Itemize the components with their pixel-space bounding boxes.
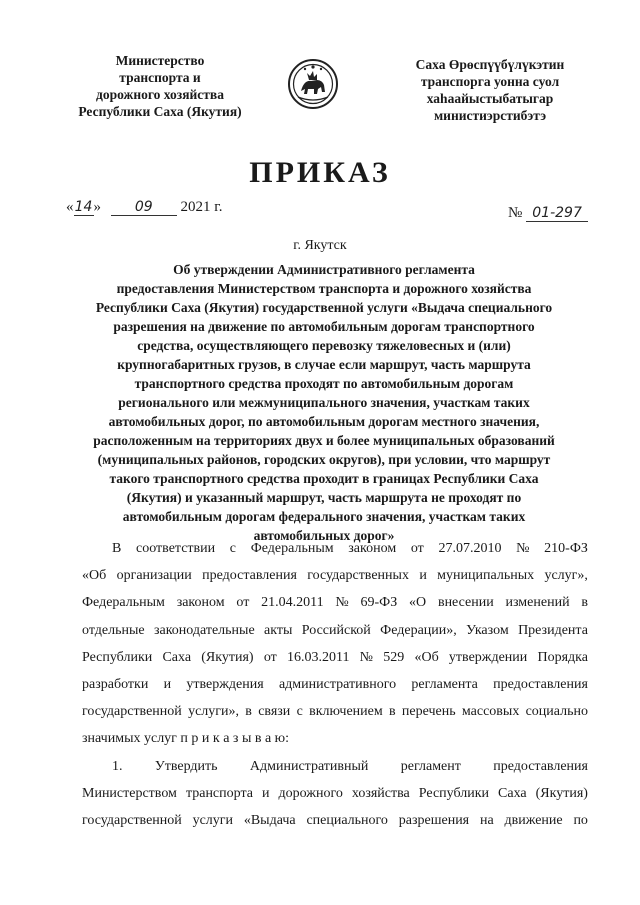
date-year: 2021 г.: [180, 199, 223, 215]
subject-line: разрешения на движение по автомобильным дорогам транспортного: [113, 319, 535, 334]
body-word: значимых услуг п р и к а з ы в а ю:: [82, 731, 290, 747]
body-line: [82, 753, 588, 780]
subject-line: такого транспортного средства проходит в границах Республики Саха: [109, 471, 539, 486]
body-word: 21.04.2011: [261, 595, 324, 611]
body-line: [82, 535, 588, 562]
body-word: по: [573, 813, 588, 829]
body-word: в: [245, 704, 252, 720]
body-word: государственной: [82, 704, 182, 720]
body-word: (Якутия): [535, 785, 588, 801]
subject-line: расположенным на территориях двух и более муниципальных образований: [93, 433, 555, 448]
body-word: с: [296, 704, 303, 720]
header-left-line: Республики Саха (Якутия): [78, 104, 242, 119]
header-left-line: транспорта и: [119, 70, 201, 85]
date-month: 09: [111, 199, 177, 216]
body-word: движение: [504, 813, 563, 829]
header-left-line: Министерство: [115, 53, 205, 68]
subject-line: Республики Саха (Якутия) государственной услуги «Выдача специального: [95, 300, 553, 315]
order-body-text: [82, 535, 588, 834]
subject-line: средства, осуществляющего перевозку тяжеловесных и (или): [137, 338, 511, 353]
body-word: от: [410, 541, 424, 556]
body-word: включением: [309, 704, 383, 720]
body-word: разрешения: [398, 813, 470, 829]
subject-line: регионального или межмуниципального значения, участкам таких: [118, 395, 530, 410]
body-word: «Об: [82, 568, 107, 584]
body-word: внесении: [437, 595, 494, 611]
body-word: Порядка: [537, 649, 588, 665]
body-word: «Об: [414, 649, 439, 665]
body-word: 69-ФЗ: [360, 595, 398, 611]
header-ministry-yakut: [390, 56, 590, 124]
body-word: в: [389, 704, 396, 720]
body-line: [82, 617, 588, 644]
body-word: государственной: [82, 813, 182, 829]
coat-of-arms-sakha-icon: [287, 58, 339, 110]
body-word: законодательные: [153, 622, 255, 638]
body-word: регламент: [400, 758, 461, 774]
order-subject: [64, 260, 584, 545]
subject-line: автомобильных дорог»: [253, 528, 395, 543]
body-word: акты: [264, 622, 293, 638]
subject-line: крупногабаритных грузов, в случае если маршрут, часть маршрута: [117, 357, 531, 372]
body-line: [82, 725, 588, 752]
body-word: от: [263, 649, 277, 665]
body-word: законом: [176, 595, 225, 611]
body-word: отдельные: [82, 622, 145, 638]
body-word: и: [163, 677, 172, 693]
date-close-quote: »: [93, 199, 101, 215]
issue-city: г. Якутск: [293, 238, 347, 253]
body-word: Республики: [82, 649, 153, 665]
body-word: 210-ФЗ: [544, 541, 588, 556]
body-word: услуги»,: [188, 704, 239, 720]
body-word: услуг»,: [544, 568, 588, 584]
body-line: [82, 698, 588, 725]
body-word: Административный: [249, 758, 369, 774]
body-word: №: [516, 541, 530, 556]
body-word: «О: [409, 595, 427, 611]
header-ministry-russian: [60, 52, 260, 120]
body-word: транспорта: [185, 785, 253, 801]
body-word: №: [359, 649, 374, 665]
body-word: муниципальных: [437, 568, 535, 584]
body-word: предоставления: [493, 758, 588, 774]
body-word: Федерации»,: [380, 622, 457, 638]
body-word: «Выдача: [243, 813, 296, 829]
body-word: социально: [525, 704, 588, 720]
body-word: Министерством: [82, 785, 177, 801]
body-line: [82, 780, 588, 807]
order-number-value: 01-297: [526, 205, 588, 222]
body-word: 1.: [112, 758, 123, 774]
subject-line: автомобильных дорог, по автомобильным дорогам местного значения,: [108, 414, 540, 429]
body-word: законом: [348, 541, 397, 556]
body-word: услуги: [192, 813, 234, 829]
body-word: хозяйства: [351, 785, 410, 801]
body-word: Российской: [301, 622, 371, 638]
body-line: [82, 562, 588, 589]
body-word: предоставления: [493, 677, 588, 693]
header-right-line: Саха Өрөспүүбүлүкэтин: [415, 57, 565, 72]
subject-line: (Якутия) и указанный маршрут, часть маршрута не проходят по: [126, 490, 522, 505]
header-right-line: хаһаайыстыбатыгар: [426, 91, 554, 106]
body-word: №: [335, 595, 349, 611]
body-word: (Якутия): [201, 649, 254, 665]
subject-line: транспортного средства проходят по автомобильным дорогам: [134, 376, 514, 391]
body-word: 16.03.2011: [286, 649, 350, 665]
body-word: связи: [258, 704, 291, 720]
body-word: массовых: [461, 704, 520, 720]
body-line: [82, 807, 588, 834]
body-word: и: [261, 785, 270, 801]
body-word: В: [112, 541, 122, 556]
header-right-line: транспорга уонна суол: [420, 74, 560, 89]
body-line: [82, 644, 588, 671]
body-word: организации: [116, 568, 192, 584]
document-title: ПРИКАЗ: [249, 156, 391, 189]
body-word: регламента: [411, 677, 478, 693]
body-word: в: [581, 595, 588, 611]
body-word: Президента: [518, 622, 588, 638]
order-date: [66, 199, 222, 216]
body-word: административного: [278, 677, 397, 693]
body-word: Федеральным: [250, 541, 334, 556]
subject-line: Об утверждении Административного регламента: [173, 262, 475, 277]
body-word: и: [419, 568, 427, 584]
body-word: 529: [383, 649, 405, 665]
body-word: на: [479, 813, 494, 829]
body-word: Саха: [162, 649, 192, 665]
body-word: Саха: [498, 785, 527, 801]
body-word: соответствии: [136, 541, 216, 556]
subject-line: автомобильным дорогам федерального значения, участкам таких: [122, 509, 526, 524]
body-word: с: [229, 541, 237, 556]
body-word: дорожного: [278, 785, 343, 801]
header-left-line: дорожного хозяйства: [96, 87, 224, 102]
body-line: [82, 589, 588, 616]
body-word: Республики: [418, 785, 490, 801]
header-right-line: министиэрстибэтэ: [433, 108, 547, 123]
body-word: Указом: [466, 622, 509, 638]
body-word: утверждения: [186, 677, 264, 693]
body-word: утверждении: [448, 649, 528, 665]
date-day: 14: [74, 199, 93, 215]
subject-line: предоставления Министерством транспорта и дорожного хозяйства: [116, 281, 532, 296]
body-word: специального: [306, 813, 388, 829]
body-word: Утвердить: [154, 758, 218, 774]
body-word: Федеральным: [82, 595, 165, 611]
body-word: государственных: [307, 568, 409, 584]
order-number-prefix: №: [508, 205, 523, 221]
order-number: [508, 205, 588, 222]
body-word: изменений: [505, 595, 570, 611]
body-word: разработки: [82, 677, 149, 693]
body-word: 27.07.2010: [438, 541, 502, 556]
body-line: [82, 671, 588, 698]
subject-line: (муниципальных районов, городских округов), при условии, что маршрут: [97, 452, 551, 467]
body-word: предоставления: [202, 568, 297, 584]
body-word: перечень: [401, 704, 456, 720]
body-word: от: [236, 595, 250, 611]
date-open-quote: «: [66, 199, 74, 215]
